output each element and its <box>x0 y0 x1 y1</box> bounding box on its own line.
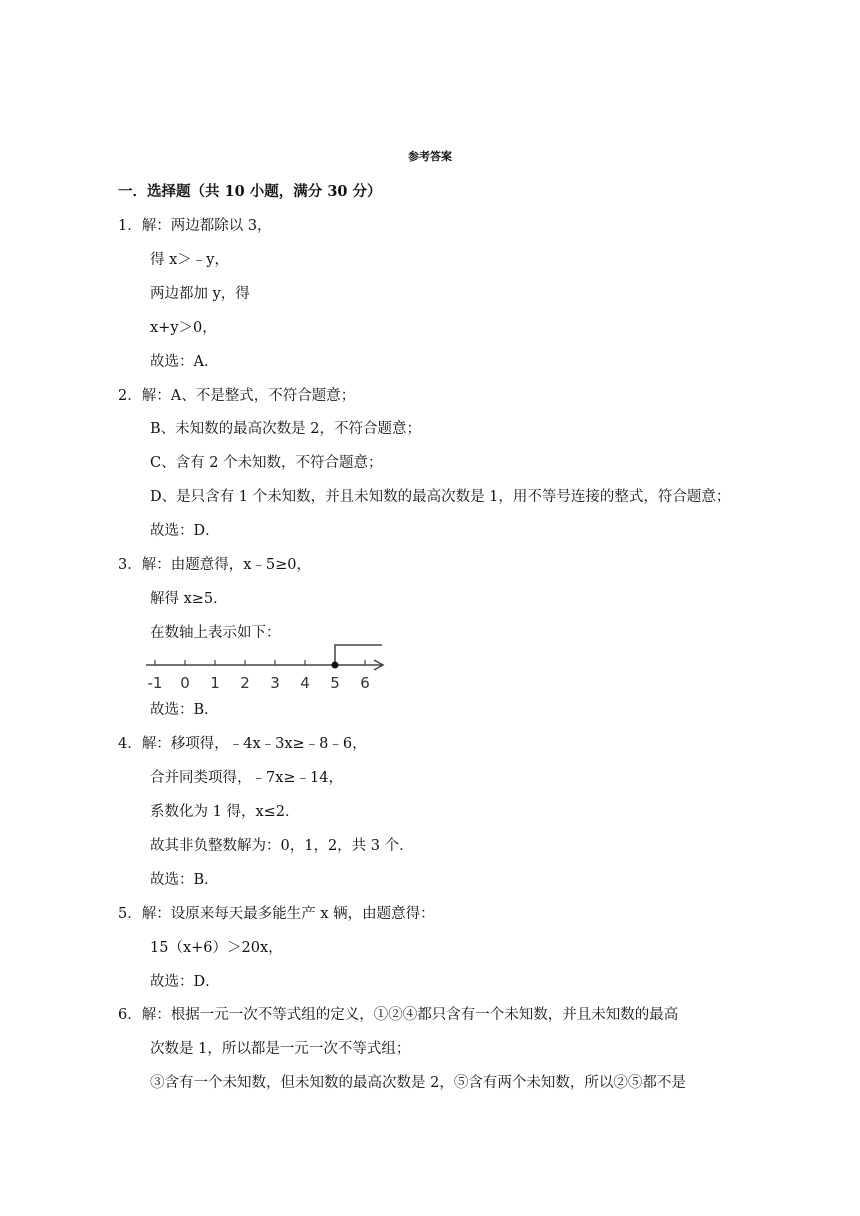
tick-label: 6 <box>360 674 370 692</box>
answer-line: 1．解：两边都除以 3， <box>118 218 272 234</box>
tick-label: -1 <box>147 674 163 692</box>
answer-line: 5．解：设原来每天最多能生产 x 辆，由题意得： <box>118 906 435 922</box>
answer-line: 故选：B． <box>150 702 219 718</box>
answer-line: 故选：D． <box>150 974 220 990</box>
section-title: 一．选择题（共 10 小题，满分 30 分） <box>118 183 382 200</box>
answer-line: 故选：A． <box>150 354 219 370</box>
tick-label: 3 <box>270 674 280 692</box>
answer-line: C、含有 2 个未知数，不符合题意； <box>150 455 383 471</box>
number-line-figure <box>146 640 396 692</box>
tick-label: 0 <box>180 674 190 692</box>
solution-point <box>332 662 338 668</box>
answer-line: 得 x＞﹣y， <box>150 252 229 268</box>
tick-label: 5 <box>330 674 340 692</box>
tick-label: 1 <box>210 674 220 692</box>
answer-line: D、是只含有 1 个未知数，并且未知数的最高次数是 1，用不等号连接的整式，符合题意； <box>150 489 731 505</box>
answer-line: 故选：B． <box>150 872 219 888</box>
answer-line: 6．解：根据一元一次不等式组的定义，①②④都只含有一个未知数，并且未知数的最高 <box>118 1007 679 1023</box>
answer-line: 3．解：由题意得，x﹣5≥0， <box>118 557 312 573</box>
answer-line: 15（x+6）＞20x， <box>150 940 283 956</box>
answer-line: 故选：D． <box>150 523 220 539</box>
answer-line: 解得 x≥5． <box>150 591 228 607</box>
answer-line: 故其非负整数解为：0，1，2，共 3 个． <box>150 838 414 854</box>
answer-line: 合并同类项得，﹣7x≥﹣14， <box>150 770 344 786</box>
answer-line: 两边都加 y，得 <box>150 286 250 302</box>
answer-line: 2．解：A、不是整式，不符合题意； <box>118 388 356 404</box>
answer-line: 4．解：移项得，﹣4x﹣3x≥﹣8﹣6， <box>118 736 367 752</box>
tick-label: 2 <box>240 674 250 692</box>
page-title: 参考答案 <box>408 150 452 163</box>
answer-line: ③含有一个未知数，但未知数的最高次数是 2，⑤含有两个未知数，所以②⑤都不是 <box>150 1075 686 1091</box>
tick-label: 4 <box>300 674 310 692</box>
answer-line: B、未知数的最高次数是 2，不符合题意； <box>150 421 421 437</box>
answer-line: 系数化为 1 得，x≤2． <box>150 804 300 820</box>
answer-line: 在数轴上表示如下： <box>150 625 281 641</box>
solution-bracket <box>335 645 382 665</box>
answer-line: 次数是 1，所以都是一元一次不等式组； <box>150 1041 411 1057</box>
answer-line: x+y＞0， <box>150 320 217 336</box>
